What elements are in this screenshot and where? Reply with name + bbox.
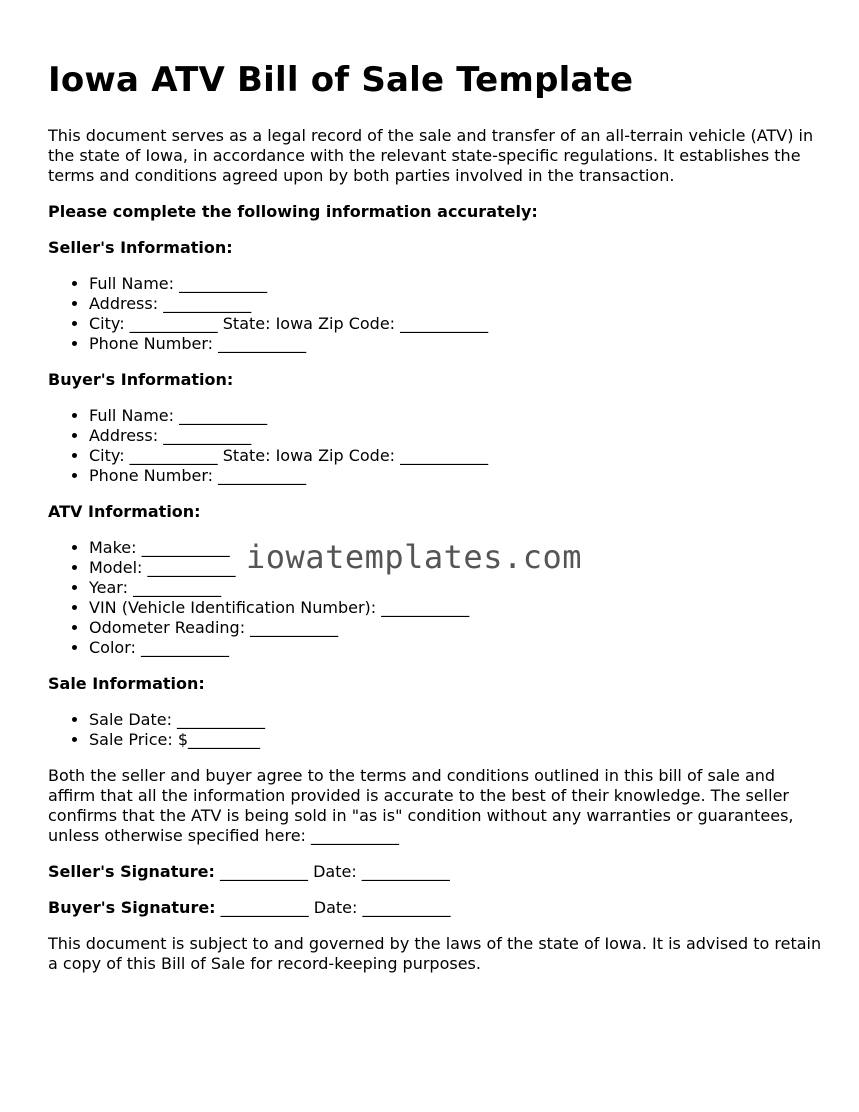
buyer-address-field: • Address: ___________ [89, 426, 823, 446]
atv-make-field: • Make: ___________ [89, 538, 823, 558]
instruction-text: Please complete the following information accurately: [48, 202, 538, 221]
buyer-signature-blanks: ___________ Date: ___________ [215, 898, 451, 917]
seller-list [48, 274, 823, 354]
atv-heading: ATV Information: [48, 502, 201, 521]
buyer-list [48, 406, 823, 486]
sale-price-field: • Sale Price: $_________ [89, 730, 823, 750]
atv-vin-field: • VIN (Vehicle Identification Number): ___________ [89, 598, 823, 618]
seller-signature-blanks: ___________ Date: ___________ [214, 862, 450, 881]
atv-odometer-field: • Odometer Reading: ___________ [89, 618, 823, 638]
page-title: Iowa ATV Bill of Sale Template [48, 60, 634, 100]
seller-signature-line [48, 862, 823, 882]
buyer-heading: Buyer's Information: [48, 370, 234, 389]
watermark: iowatemplates.com [246, 538, 583, 576]
document [48, 58, 823, 990]
seller-signature-label: Seller's Signature: [48, 862, 215, 881]
seller-full-name-field: • Full Name: ___________ [89, 274, 823, 294]
seller-city-state-zip-field: • City: ___________ State: Iowa Zip Code: ___________ [89, 314, 823, 334]
seller-address-field: • Address: ___________ [89, 294, 823, 314]
atv-model-field: • Model: ___________ [89, 558, 823, 578]
sale-list [48, 710, 823, 750]
intro-paragraph: This document serves as a legal record of the sale and transfer of an all-terrain vehicle (ATV) in the state of Iowa, in accordance with the relevant state-specific regulations. It establishes the terms and conditions agreed upon by both parties involved in the transaction. [48, 126, 814, 185]
seller-phone-field: • Phone Number: ___________ [89, 334, 823, 354]
atv-color-field: • Color: ___________ [89, 638, 823, 658]
buyer-signature-line [48, 898, 823, 918]
seller-heading: Seller's Information: [48, 238, 233, 257]
sale-heading: Sale Information: [48, 674, 205, 693]
atv-year-field: • Year: ___________ [89, 578, 823, 598]
buyer-city-state-zip-field: • City: ___________ State: Iowa Zip Code: ___________ [89, 446, 823, 466]
agreement-paragraph: Both the seller and buyer agree to the terms and conditions outlined in this bill of sale and affirm that all the information provided is accurate to the best of their knowledge. The seller confirms that the ATV is being sold in "as is" condition without any warranties or guarantees, unless otherwise specified here: ___________ [48, 766, 794, 845]
closing-paragraph: This document is subject to and governed by the laws of the state of Iowa. It is advised to retain a copy of this Bill of Sale for record-keeping purposes. [48, 934, 822, 973]
buyer-phone-field: • Phone Number: ___________ [89, 466, 823, 486]
sale-date-field: • Sale Date: ___________ [89, 710, 823, 730]
buyer-signature-label: Buyer's Signature: [48, 898, 216, 917]
buyer-full-name-field: • Full Name: ___________ [89, 406, 823, 426]
